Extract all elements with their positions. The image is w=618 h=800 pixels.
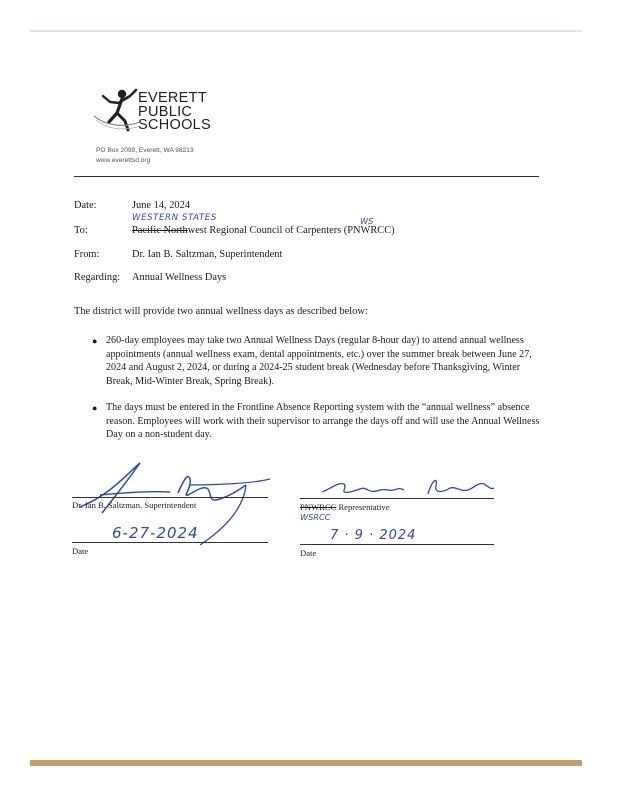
to-handwritten-abbrev: WS xyxy=(360,216,374,226)
right-signature-line xyxy=(300,498,494,499)
logo-line-2: PUBLIC xyxy=(138,103,193,120)
to-rest-text: west Regional Council of Carpenters (PNWRCC) xyxy=(187,225,395,236)
right-handwritten-insert: WSRCC xyxy=(300,512,331,522)
paper-bottom-edge xyxy=(30,760,582,766)
to-label: To: xyxy=(74,225,88,236)
district-logo xyxy=(92,86,232,142)
paper-top-edge xyxy=(30,30,582,32)
from-label: From: xyxy=(74,249,100,260)
left-handwritten-date: 6-27-2024 xyxy=(112,524,199,542)
header-rule xyxy=(74,176,539,177)
logo-line-3: SCHOOLS xyxy=(138,117,212,133)
right-date-label: Date xyxy=(300,548,317,558)
bullet-marker-2: ● xyxy=(92,403,98,413)
to-struck-text: Pacific North xyxy=(132,225,188,236)
bullet-marker-1: ● xyxy=(92,336,98,346)
right-date-line xyxy=(300,544,494,545)
left-date-line xyxy=(72,542,268,543)
website-line: www.everettsd.org xyxy=(96,156,151,164)
left-signature-label: Dr. Ian B. Saltzman, Superintendent xyxy=(72,500,197,510)
address-line: PO Box 2098, Everett, WA 98213 xyxy=(96,147,194,154)
bullet-item-2: The days must be entered in the Frontline Absence Reporting system with the “annual wellness” absence reason. Employees will work with their supervisor to arrange the days off and will use the Annual Wellness Day on a non-student day. xyxy=(106,402,540,441)
logo-wordmark xyxy=(138,92,211,133)
right-label-rest: Representative xyxy=(336,502,390,512)
to-value xyxy=(132,225,395,236)
right-label-struck: PNWRCC xyxy=(300,502,337,512)
date-label: Date: xyxy=(74,200,97,211)
left-signature-line xyxy=(72,497,268,498)
to-handwritten-insert: WESTERN STATES xyxy=(132,213,217,223)
left-date-label: Date xyxy=(72,546,89,556)
letterhead-address xyxy=(96,146,194,165)
from-value: Dr. Ian B. Saltzman, Superintendent xyxy=(132,249,283,260)
date-value: June 14, 2024 xyxy=(132,200,191,211)
right-handwritten-date: 7 · 9 · 2024 xyxy=(330,528,417,543)
intro-paragraph: The district will provide two annual wellness days as described below: xyxy=(74,306,368,317)
right-signature-label xyxy=(300,502,390,512)
regarding-value: Annual Wellness Days xyxy=(132,272,227,283)
logo-line-1: EVERETT xyxy=(138,90,207,106)
regarding-label: Regarding: xyxy=(74,272,121,283)
bullet-item-1: 260-day employees may take two Annual Wellness Days (regular 8-hour day) to attend annual wellness appointments (annual wellness exam, dental appointments, etc.) over the summer break between June 27, 2024 and August 2, 2024, or during a 2024-25 student break (Wednesday before Thanksgiving, Winter Break, Mid-Winter Break, Spring Break). xyxy=(106,335,532,387)
runner-figure-icon xyxy=(92,86,142,142)
